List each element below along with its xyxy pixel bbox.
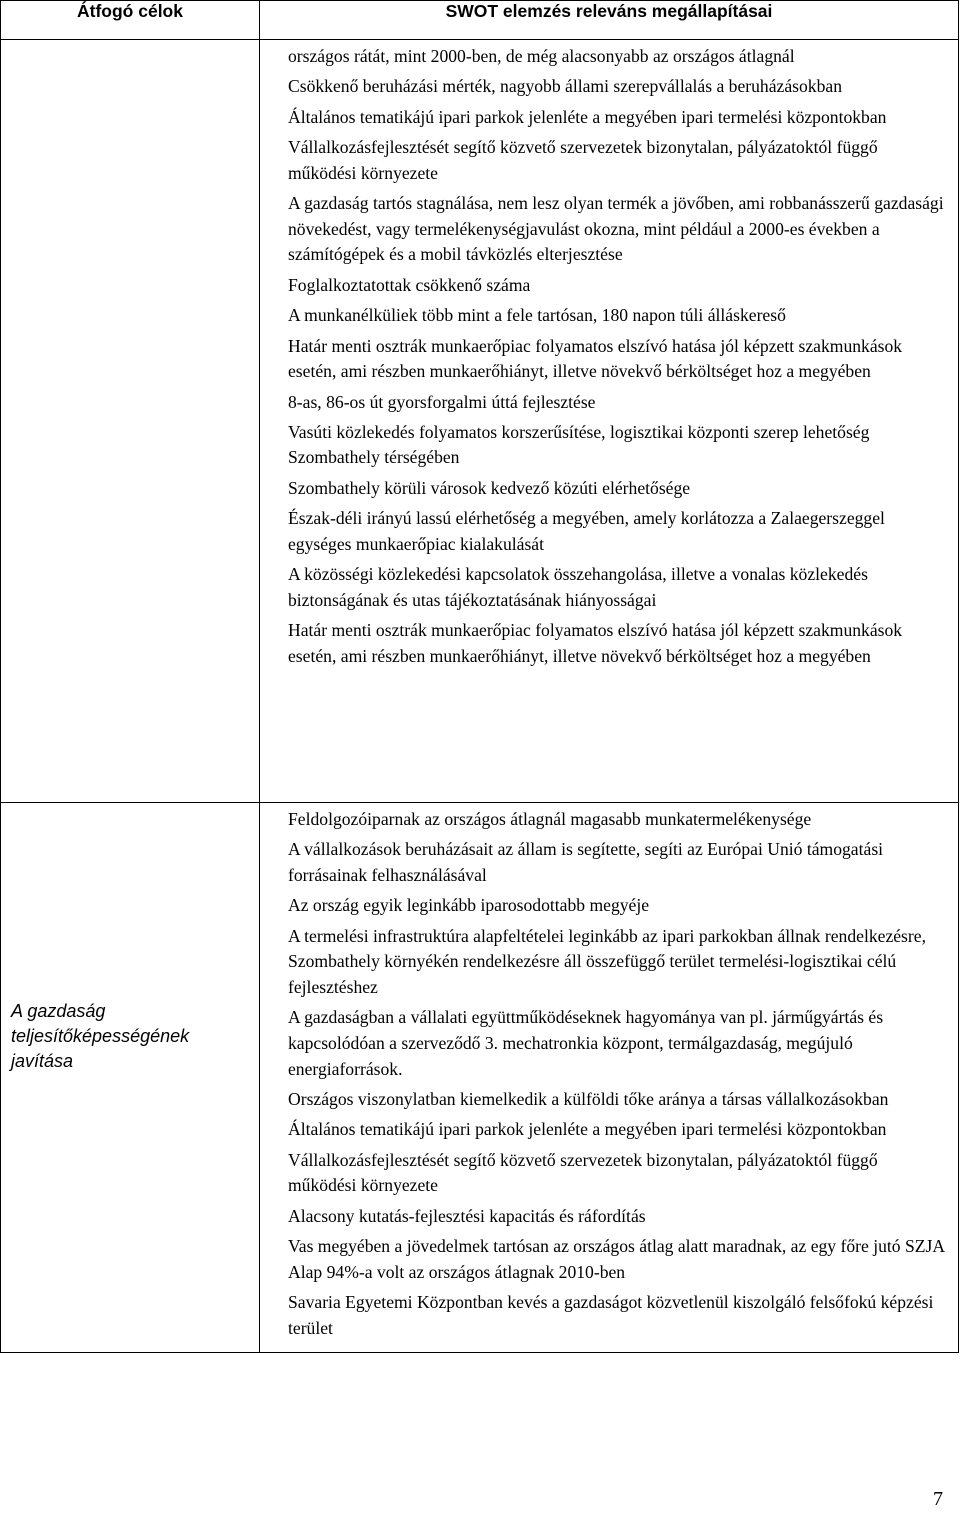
finding-item: Határ menti osztrák munkaerőpiac folyamatos elszívó hatása jól képzett szakmunkások esetén, ami részben munkaerőhiányt, illetve növekvő bérköltséget hoz a megyében (288, 335, 903, 382)
findings-list-a (260, 40, 958, 680)
finding-item: Foglalkoztatottak csökkenő száma (288, 274, 531, 295)
finding-item: A vállalkozások beruházásait az állam is segítette, segíti az Európai Unió támogatási forrásainak felhasználásával (288, 839, 884, 885)
goal-label: A gazdaság teljesítőképességének javítása (11, 1001, 190, 1071)
finding-item: Alacsony kutatás-fejlesztési kapacitás és ráfordítás (288, 1205, 646, 1226)
header-row (1, 1, 959, 40)
finding-item: Az ország egyik leginkább iparosodottabb megyéje (288, 895, 650, 916)
finding-item: Szombathely körüli városok kedvező közúti elérhetősége (288, 477, 691, 498)
finding-item: Vas megyében a jövedelmek tartósan az országos átlag alatt maradnak, az egy főre jutó SZJA Alap 94%-a volt az országos átlagnak 2010-ben (288, 1236, 945, 1282)
finding-item: Észak-déli irányú lassú elérhetőség a megyében, amely korlátozza a Zalaegerszeggel egységes munkaerőpiac kialakulását (288, 508, 885, 554)
header-atfogo-celok: Átfogó célok (1, 1, 260, 40)
finding-item: A gazdaságban a vállalati együttműködéseknek hagyománya van pl. járműgyártás és kapcsolódóan a szerveződő 3. mechatronkia központ, termálgazdaság, megújuló energiaforrások. (288, 1007, 884, 1079)
finding-item: Vasúti közlekedés folyamatos korszerűsítése, logisztikai központi szerep lehetőség Szombathely térségében (288, 421, 870, 468)
findings-cell-a (260, 40, 959, 803)
row-economy (1, 803, 959, 1353)
findings-list-b (260, 803, 958, 1352)
page-number: 7 (933, 1488, 943, 1510)
finding-item: Vállalkozásfejlesztését segítő közvető szervezetek bizonytalan, pályázatoktól függő működési környezete (288, 137, 878, 183)
finding-item: Vállalkozásfejlesztését segítő közvető szervezetek bizonytalan, pályázatoktól függő működési környezete (288, 1149, 878, 1196)
finding-item: Általános tematikájú ipari parkok jelenléte a megyében ipari termelési központokban (288, 1119, 887, 1140)
finding-item: országos rátát, mint 2000-ben, de még alacsonyabb az országos átlagnál (288, 46, 795, 66)
finding-item: Általános tematikájú ipari parkok jelenléte a megyében ipari termelési központokban (288, 106, 887, 127)
finding-item: Feldolgozóiparnak az országos átlagnál magasabb munkatermelékenysége (288, 809, 812, 829)
finding-item: A gazdaság tartós stagnálása, nem lesz olyan termék a jövőben, ami robbanásszerű gazdasági növekedést, vagy termelékenységjavulást okozna, mint például a 2000-es években a számítógépek és a mobil távközlés elterjesztése (288, 193, 944, 265)
finding-item: Határ menti osztrák munkaerőpiac folyamatos elszívó hatása jól képzett szakmunkások esetén, ami részben munkaerőhiányt, illetve növekvő bérköltséget hoz a megyében (288, 620, 903, 666)
empty-goal-cell (1, 40, 260, 803)
finding-item: 8-as, 86-os út gyorsforgalmi úttá fejlesztése (288, 391, 596, 412)
finding-item: Csökkenő beruházási mérték, nagyobb állami szerepvállalás a beruházásokban (288, 76, 842, 97)
finding-item: Savaria Egyetemi Központban kevés a gazdaságot közvetlenül kiszolgáló felsőfokú képzési terület (288, 1292, 934, 1338)
finding-item: A termelési infrastruktúra alapfeltételei leginkább az ipari parkokban állnak rendelkezésre, Szombathely környékén rendelkezésre áll összefüggő terület termelési-logisztikai célú fejlesztéshez (288, 925, 926, 997)
header-swot: SWOT elemzés releváns megállapításai (260, 1, 959, 40)
finding-item: A munkanélküliek több mint a fele tartósan, 180 napon túli álláskereső (288, 305, 786, 326)
findings-cell-b (260, 803, 959, 1353)
finding-item: A közösségi közlekedési kapcsolatok összehangolása, illetve a vonalas közlekedés biztonságának és utas tájékoztatásának hiányosságai (288, 564, 868, 610)
finding-item: Országos viszonylatban kiemelkedik a külföldi tőke aránya a társas vállalkozásokban (288, 1088, 889, 1109)
goal-cell (1, 803, 260, 1353)
row-continuation (1, 40, 959, 803)
